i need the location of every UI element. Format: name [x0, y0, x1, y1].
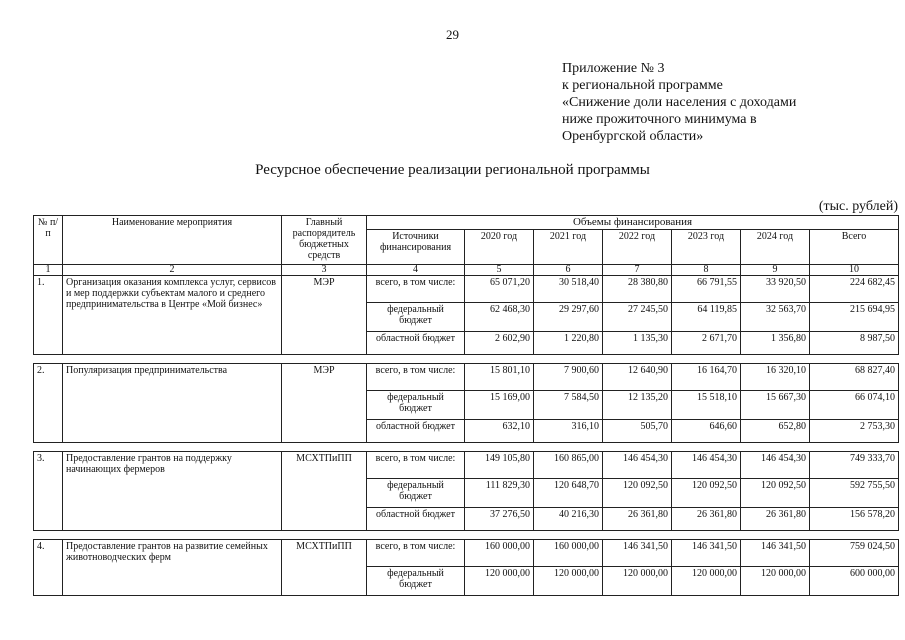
header-name: Наименование мероприятия	[63, 216, 282, 265]
amount-cell: 64 119,85	[672, 303, 741, 332]
executor-cell: МСХТПиПП	[282, 540, 367, 596]
amount-cell: 120 000,00	[603, 567, 672, 596]
funding-source: федеральный бюджет	[367, 479, 465, 508]
table-row	[34, 540, 899, 567]
amount-cell: 1 135,30	[603, 332, 672, 355]
amount-cell: 66 791,55	[672, 276, 741, 303]
amount-cell: 16 164,70	[672, 364, 741, 391]
index-cell: 7	[603, 265, 672, 276]
activity-name: Предоставление грантов на поддержку начинающих фермеров	[63, 452, 282, 531]
amount-cell: 26 361,80	[672, 508, 741, 531]
executor-cell: МЭР	[282, 364, 367, 443]
amount-cell: 146 454,30	[672, 452, 741, 479]
executor-cell: МЭР	[282, 276, 367, 355]
row-number: 4.	[34, 540, 63, 596]
amount-cell: 600 000,00	[810, 567, 899, 596]
amount-cell: 2 753,30	[810, 420, 899, 443]
table-row	[34, 276, 899, 303]
amount-cell: 15 667,30	[741, 391, 810, 420]
amount-cell: 120 000,00	[465, 567, 534, 596]
row-separator	[34, 531, 899, 540]
activity-name: Популяризация предпринимательства	[63, 364, 282, 443]
index-cell: 1	[34, 265, 63, 276]
activity-name: Организация оказания комплекса услуг, сервисов и мер поддержки субъектам малого и среднего предпринимательства в Центре «Мой бизнес»	[63, 276, 282, 355]
amount-cell: 111 829,30	[465, 479, 534, 508]
amount-cell: 16 320,10	[741, 364, 810, 391]
amount-cell: 33 920,50	[741, 276, 810, 303]
amount-cell: 160 000,00	[465, 540, 534, 567]
funding-source: федеральный бюджет	[367, 567, 465, 596]
amount-cell: 15 801,10	[465, 364, 534, 391]
amount-cell: 15 169,00	[465, 391, 534, 420]
document-title: Ресурсное обеспечение реализации региональной программы	[255, 162, 650, 178]
index-cell: 4	[367, 265, 465, 276]
amount-cell: 65 071,20	[465, 276, 534, 303]
amount-cell: 224 682,45	[810, 276, 899, 303]
amount-cell: 120 092,50	[672, 479, 741, 508]
amount-cell: 7 584,50	[534, 391, 603, 420]
header-total: Всего	[810, 230, 899, 265]
index-cell: 6	[534, 265, 603, 276]
amount-cell: 316,10	[534, 420, 603, 443]
separator-cell	[34, 355, 899, 364]
amount-cell: 12 640,90	[603, 364, 672, 391]
appendix-line: Оренбургской области»	[562, 129, 704, 144]
amount-cell: 632,10	[465, 420, 534, 443]
amount-cell: 66 074,10	[810, 391, 899, 420]
funding-table	[33, 215, 899, 596]
table-row	[34, 364, 899, 391]
row-separator	[34, 355, 899, 364]
amount-cell: 160 000,00	[534, 540, 603, 567]
appendix-line: Приложение № 3	[562, 61, 665, 76]
amount-cell: 2 602,90	[465, 332, 534, 355]
units-label: (тыс. рублей)	[818, 199, 898, 214]
amount-cell: 62 468,30	[465, 303, 534, 332]
amount-cell: 12 135,20	[603, 391, 672, 420]
amount-cell: 29 297,60	[534, 303, 603, 332]
separator-cell	[34, 531, 899, 540]
funding-source: областной бюджет	[367, 332, 465, 355]
amount-cell: 120 092,50	[741, 479, 810, 508]
funding-source: всего, в том числе:	[367, 364, 465, 391]
amount-cell: 652,80	[741, 420, 810, 443]
amount-cell: 15 518,10	[672, 391, 741, 420]
row-number: 1.	[34, 276, 63, 355]
funding-source: федеральный бюджет	[367, 303, 465, 332]
header-2021: 2021 год	[534, 230, 603, 265]
amount-cell: 120 648,70	[534, 479, 603, 508]
appendix-line: ниже прожиточного минимума в	[562, 112, 757, 127]
index-row	[34, 265, 899, 276]
funding-source: всего, в том числе:	[367, 540, 465, 567]
amount-cell: 215 694,95	[810, 303, 899, 332]
amount-cell: 8 987,50	[810, 332, 899, 355]
activity-name: Предоставление грантов на развитие семейных животноводческих ферм	[63, 540, 282, 596]
funding-source: всего, в том числе:	[367, 452, 465, 479]
appendix-line: «Снижение доли населения с доходами	[562, 95, 797, 110]
amount-cell: 160 865,00	[534, 452, 603, 479]
amount-cell: 7 900,60	[534, 364, 603, 391]
separator-cell	[34, 443, 899, 452]
amount-cell: 146 341,50	[741, 540, 810, 567]
funding-source: областной бюджет	[367, 508, 465, 531]
amount-cell: 146 341,50	[603, 540, 672, 567]
amount-cell: 146 454,30	[741, 452, 810, 479]
row-number: 3.	[34, 452, 63, 531]
amount-cell: 120 000,00	[741, 567, 810, 596]
amount-cell: 149 105,80	[465, 452, 534, 479]
amount-cell: 2 671,70	[672, 332, 741, 355]
amount-cell: 120 092,50	[603, 479, 672, 508]
funding-source: всего, в том числе:	[367, 276, 465, 303]
amount-cell: 30 518,40	[534, 276, 603, 303]
amount-cell: 156 578,20	[810, 508, 899, 531]
header-2024: 2024 год	[741, 230, 810, 265]
header-volumes: Объемы финансирования	[367, 216, 899, 230]
amount-cell: 28 380,80	[603, 276, 672, 303]
row-number: 2.	[34, 364, 63, 443]
amount-cell: 646,60	[672, 420, 741, 443]
page-number: 29	[446, 27, 459, 42]
amount-cell: 37 276,50	[465, 508, 534, 531]
index-cell: 5	[465, 265, 534, 276]
amount-cell: 26 361,80	[741, 508, 810, 531]
amount-cell: 759 024,50	[810, 540, 899, 567]
header-source: Источники финансирования	[367, 230, 465, 265]
index-cell: 2	[63, 265, 282, 276]
index-cell: 9	[741, 265, 810, 276]
header-2020: 2020 год	[465, 230, 534, 265]
amount-cell: 27 245,50	[603, 303, 672, 332]
amount-cell: 1 220,80	[534, 332, 603, 355]
amount-cell: 1 356,80	[741, 332, 810, 355]
header-executor: Главный распорядитель бюджетных средств	[282, 216, 367, 265]
header-2023: 2023 год	[672, 230, 741, 265]
amount-cell: 146 341,50	[672, 540, 741, 567]
amount-cell: 120 000,00	[534, 567, 603, 596]
header-2022: 2022 год	[603, 230, 672, 265]
amount-cell: 120 000,00	[672, 567, 741, 596]
amount-cell: 146 454,30	[603, 452, 672, 479]
amount-cell: 26 361,80	[603, 508, 672, 531]
appendix-block	[562, 60, 796, 145]
amount-cell: 749 333,70	[810, 452, 899, 479]
appendix-line: к региональной программе	[562, 78, 723, 93]
amount-cell: 505,70	[603, 420, 672, 443]
row-separator	[34, 443, 899, 452]
index-cell: 10	[810, 265, 899, 276]
table-body	[34, 276, 899, 596]
index-cell: 8	[672, 265, 741, 276]
funding-source: федеральный бюджет	[367, 391, 465, 420]
amount-cell: 32 563,70	[741, 303, 810, 332]
table-row	[34, 452, 899, 479]
amount-cell: 40 216,30	[534, 508, 603, 531]
header-num: № п/п	[34, 216, 63, 265]
amount-cell: 592 755,50	[810, 479, 899, 508]
funding-source: областной бюджет	[367, 420, 465, 443]
amount-cell: 68 827,40	[810, 364, 899, 391]
index-cell: 3	[282, 265, 367, 276]
executor-cell: МСХТПиПП	[282, 452, 367, 531]
